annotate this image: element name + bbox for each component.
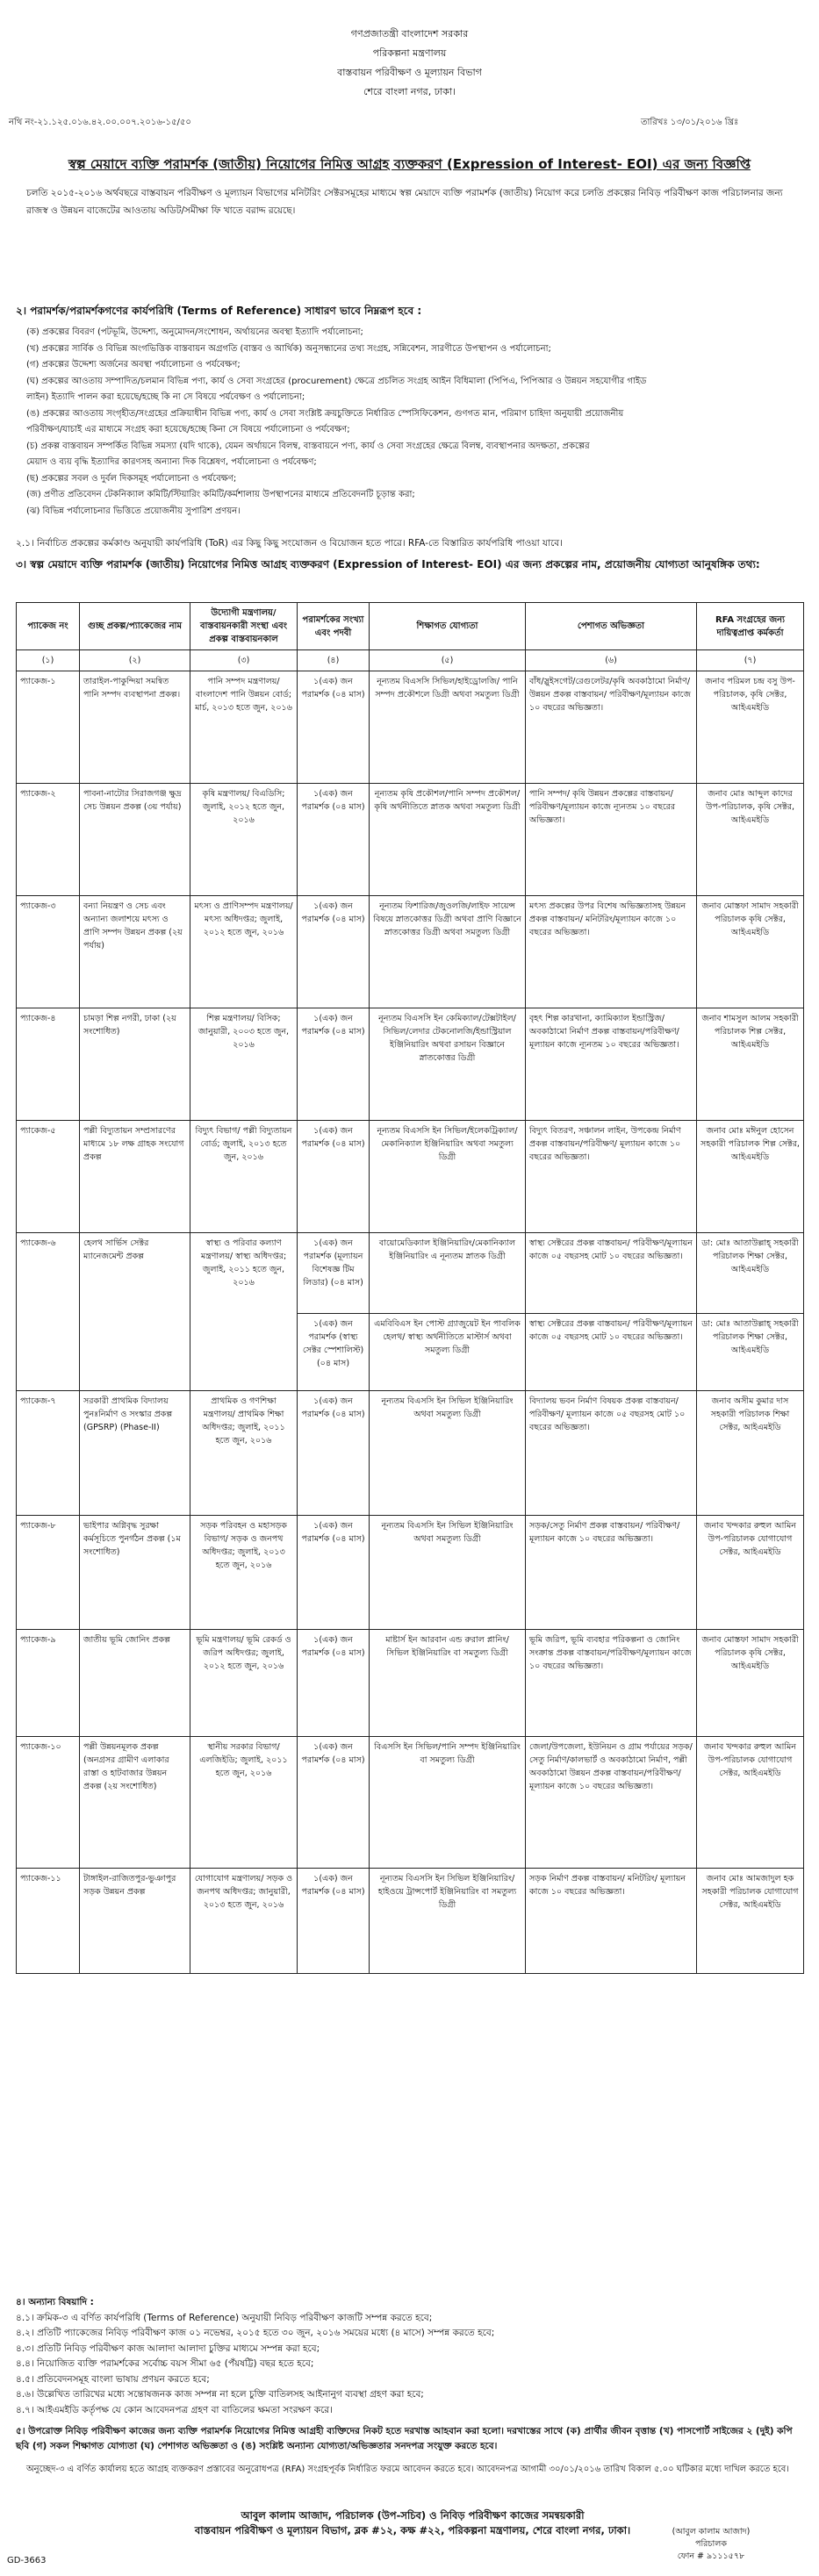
address-line-2: বাস্তবায়ন পরিবীক্ষণ ও মূল্যায়ন বিভাগ, ব্লক #১২, কক্ষ #২২, পরিকল্পনা মন্ত্রণালয়, শেরে বাংলা নগর, ঢাকা। <box>194 2524 631 2537</box>
tor-item: (ছ) প্রকল্পের সবল ও দুর্বল দিকসমূহ পর্যালোচনা ও পর্যবেক্ষণ; <box>26 473 237 484</box>
col-number: (৭) <box>697 650 804 671</box>
table-row: প্যাকেজ-১০ পল্লী উন্নয়নমূলক প্রকল্প (অনগ্রসর গ্রামীণ এলাকার রাস্তা ও হাটবাজার উন্নয়ন প্রকল্প (২য় সংশোধিত) স্থানীয় সরকার বিভাগ/ এলজিইডি; জুলাই, ২০১১ হতে জুন, ২০১৬ ১(এক) জন পরামর্শক (০৪ মাস) বিএসসি ইন সিভিল/পানি সম্পদ ইঞ্জিনিয়ারিং বা সমতুল্য ডিগ্রী জেলা/উপজেলা, ইউনিয়ন ও গ্রাম পর্যায়ের সড়ক/সেতু নির্মাণ/কালভার্ট ও অবকাঠামো নির্মাণ, পল্লী অবকাঠামো উন্নয়ন প্রকল্প বাস্তবায়ন/পরিবীক্ষণ/মূল্যায়ন কাজে ১০ বছরের অভিজ্ঞতা। জনাব খন্দকার রুহুল আমিন উপ-পরিচালক যোগাযোগ সেক্টর, আইএমইডি <box>17 1737 804 1869</box>
col-number: (৬) <box>526 650 697 671</box>
section-3-heading: ৩। স্বল্প মেয়াদে ব্যক্তি পরামর্শক (জাতীয়) নিয়োগের নিমিত্ত আগ্রহ ব্যক্তকরণ (Expression of Interest- EOI) এর জন্য প্রকল্পের নাম, প্রয়োজনীয় যোগ্যতা আনুষঙ্গিক তথ্য: <box>16 558 760 570</box>
table-row: প্যাকেজ-১১ টাঙ্গাইল-রাজিতপুর-ভুঞাপুর সড়ক উন্নয়ন প্রকল্প যোগাযোগ মন্ত্রণালয়/ সড়ক ও জনপথ অধিদপ্তর; জানুয়ারী, ২০১৩ হতে জুন, ২০১৬ ১(এক) জন পরামর্শক (০৪ মাস) নূন্যতম বিএসসি ইন সিভিল ইঞ্জিনিয়ারিং/হাইওয়ে ট্রান্সপোর্ট ইঞ্জিনিয়ারিং বা সমতুল্য ডিগ্রী সড়ক নির্মাণ প্রকল্প বাস্তবায়ন/ মনিটরিং/ মূল্যায়ন কাজে ১০ বছরের অভিজ্ঞতা। জনাব মোঃ আমজাদুল হক সহকারী পরিচালক যোগাযোগ সেক্টর, আইএমইডি <box>17 1869 804 1974</box>
table-row: প্যাকেজ-৭ সরকারী প্রাথমিক বিদ্যালয় পুনঃনির্মাণ ও সংস্কার প্রকল্প (GPSRP) (Phase-II) প্রাথমিক ও গণশিক্ষা মন্ত্রণালয়/ প্রাথমিক শিক্ষা অধিদপ্তর; জুলাই, ২০১১ হতে জুন, ২০১৬ ১(এক) জন পরামর্শক (০৪ মাস) নূন্যতম বিএসসি ইন সিভিল ইঞ্জিনিয়ারিং অথবা সমতুল্য ডিগ্রী বিদ্যালয় ভবন নির্মাণ বিষয়ক প্রকল্প বাস্তবায়ন/ পরিবীক্ষণ/ মূল্যায়ন কাজে ০৫ বছরসহ মোট ১০ বছরের অভিজ্ঞতা। জনাব অসীম কুমার দাস সহকারী পরিচালক শিক্ষা সেক্টর, আইএমইডি <box>17 1391 804 1516</box>
col-number: (৩) <box>190 650 298 671</box>
tor-item: (খ) প্রকল্পের সার্বিক ও বিভিন্ন অংগভিত্তিক বাস্তবায়ন অগ্রগতি (বাস্তব ও আর্থিক) অনুসন্ধানের তথ্য সংগ্রহ, সন্নিবেশন, সারণীতে উপস্থাপন ও পর্যালোচনা; <box>26 343 551 354</box>
submission-paragraph: অনুচ্ছেদ-৩ এ বর্ণিত কার্যালয় হতে আগ্রহ ব্যক্তকরণ প্রস্তাবের অনুরোধপত্র (RFA) সংগ্রহপূর্বক নির্ধারিত ফরমে আবেদন করতে হবে। আবেদনপত্র আগামী ৩০/০১/২০১৬ তারিখ বিকাল ৫.০০ ঘটিকার মধ্যে দাখিল করতে হবে। <box>26 2465 789 2474</box>
signature-block <box>636 2526 786 2563</box>
tor-item: (গ) প্রকল্পের উদ্দেশ্য অর্জনের অবস্থা পর্যালোচনা ও পর্যবেক্ষণ; <box>26 360 241 370</box>
tor-item: লাইন) ইত্যাদি পালন করা হয়েছে/হচ্ছে কি না সে বিষয়ে পর্যবেক্ষণ ও পর্যালোচনা; <box>26 392 305 402</box>
col-number: (৫) <box>370 650 526 671</box>
col-header-experience: পেশাগত অভিজ্ঞতা <box>526 603 697 650</box>
address-line-1: আবুল কালাম আজাদ, পরিচালক (উপ-সচিব) ও নিবিড় পরিবীক্ষণ কাজের সমন্বয়কারী <box>241 2509 585 2522</box>
tor-item: পরিবীক্ষণ/যাচাই এর মাধ্যমে সংগ্রহ করা হয়েছে/হচ্ছে কিনা সে বিষয়ে পর্যালোচনা ও পর্যবেক্ষণ; <box>26 425 350 434</box>
table-row: প্যাকেজ-৫ পল্লী বিদ্যুতায়ন সম্প্রসারণের মাধ্যমে ১৮ লক্ষ গ্রাহক সংযোগ প্রকল্প বিদ্যুৎ বিভাগ/ পল্লী বিদ্যুতায়ন বোর্ড; জুলাই, ২০১৩ হতে জুন, ২০১৬ ১(এক) জন পরামর্শক (০৪ মাস) নূন্যতম বিএসসি ইন সিভিল/ইলেকট্রিক্যাল/মেকানিক্যাল ইঞ্জিনিয়ারিং অথবা সমতুল্য ডিগ্রী বিদ্যুৎ বিতরণ, সঞ্চালন লাইন, উপকেন্দ্র নির্মাণ প্রকল্প বাস্তবায়ন/পরিবীক্ষণ/ মূল্যায়ন কাজে ১০ বছরের অভিজ্ঞতা। জনাব মোঃ মঈনুল হোসেন সহকারী পরিচালক শিল্প সেক্টর, আইএমইডি <box>17 1121 804 1233</box>
col-number: (১) <box>17 650 80 671</box>
condition-item: ৪.৭। আইএমইডি কর্তৃপক্ষ যে কোন আবেদনপত্র গ্রহণ বা বাতিলের ক্ষমতা সংরক্ষণ করে। <box>16 2404 333 2415</box>
condition-item: ৪.৩। প্রতিটি নিবিড় পরিবীক্ষণ কাজ আলাদা আলাদা চুক্তির মাধ্যমে সম্পন্ন করা হবে; <box>16 2343 320 2354</box>
note-2-1: ২.১। নির্বাচিত প্রকল্পের কর্মকাণ্ড অনুযায়ী কার্যপরিধি (ToR) এর কিছু কিছু সংযোজন ও বিয়োজন হতে পারে। RFA-তে বিস্তারিত কার্যপরিধি পাওয়া যাবে। <box>16 538 563 549</box>
package-table <box>16 602 804 1974</box>
terms-of-reference-list <box>26 325 790 520</box>
col-header-project: গুচ্ছ প্রকল্প/প্যাকেজের নাম <box>80 603 190 650</box>
tor-item: (ঙ) প্রকল্পের আওতায় সংগৃহীত/সংগ্রহের প্রক্রিয়াধীন বিভিন্ন পণ্য, কার্য ও সেবা সংশ্লিষ্ট ক্রয়চুক্তিতে নির্ধারিত স্পেসিফিকেশন, গুণগত মান, পরিমাণ চাহিদা অনুযায়ী প্রয়োজনীয় <box>26 408 624 419</box>
header-line-1: গণপ্রজাতন্ত্রী বাংলাদেশ সরকার <box>350 28 469 39</box>
condition-item: ৪.২। প্রতিটি প্যাকেজের নিবিড় পরিবীক্ষণ কাজ ০১ নভেম্বর, ২০১৫ হতে ৩০ জুন, ২০১৬ সময়ের মধ্যে (৪ মাসে) সম্পন্ন করতে হবে; <box>16 2328 495 2338</box>
signatory-name: (আবুল কালাম আজাদ) <box>672 2527 751 2537</box>
tor-item: মেয়াদ ও ব্যয় বৃদ্ধি ইত্যাদির কারণসহ অন্যান্য দিক বিশ্লেষণ, পর্যালোচনা ও পর্যবেক্ষণ; <box>26 457 317 467</box>
table-row: প্যাকেজ-৮ ভাইপার অগ্নিবৃদ্ধ সুরক্ষা কর্মসূচিতে পুনর্গঠন প্রকল্প (১ম সংশোধিত) সড়ক পরিবহন ও মহাসড়ক বিভাগ/ সড়ক ও জনপথ অধিদপ্তর; জুলাই, ২০১৩ হতে জুন, ২০১৬ ১(এক) জন পরামর্শক (০৪ মাস) নূন্যতম বিএসসি ইন সিভিল ইঞ্জিনিয়ারিং অথবা সমতুল্য ডিগ্রী সড়ক/সেতু নির্মাণ প্রকল্প বাস্তবায়ন/ পরিবীক্ষণ/মূল্যায়ন কাজে ১০ বছরের অভিজ্ঞতা। জনাব খন্দকার রুহুল আমিন উপ-পরিচালক যোগাযোগ সেক্টর, আইএমইডি <box>17 1516 804 1630</box>
header-line-2: পরিকল্পনা মন্ত্রণালয় <box>372 47 447 59</box>
table-row: প্যাকেজ-২ পাবনা-নাটোর সিরাজগঞ্জ ক্ষুদ্র সেচ উন্নয়ন প্রকল্প (৩য় পর্যায়) কৃষি মন্ত্রণালয়/ বিএডিসি; জুলাই, ২০১২ হতে জুন, ২০১৬ ১(এক) জন পরামর্শক (০৪ মাস) নূন্যতম কৃষি প্রকৌশল/পানি সম্পদ প্রকৌশল/কৃষি অর্থনীতিতে স্নাতক অথবা সমতুল্য ডিগ্রী পানি সম্পদ/ কৃষি উন্নয়ন প্রকল্পের বাস্তবায়ন/ পরিবীক্ষণ/মূল্যায়ন কাজে ন্যূনতম ১০ বছরের অভিজ্ঞতা। জনাব মোঃ আব্দুল কাদের উপ-পরিচালক, কৃষি সেক্টর, আইএমইডি <box>17 784 804 896</box>
table-row: প্যাকেজ-৪ চামড়া শিল্প নগরী, ঢাকা (২য় সংশোধিত) শিল্প মন্ত্রণালয়/ বিসিক; জানুয়ারী, ২০০৩ হতে জুন, ২০১৬ ১(এক) জন পরামর্শক (০৪ মাস) নূন্যতম বিএসসি ইন কেমিক্যাল/টেক্সটাইল/সিভিল/লেদার টেকনোলজি/ইন্ডাস্ট্রিয়াল ইঞ্জিনিয়ারিং অথবা রসায়ন বিজ্ঞানে স্নাতকোত্তর ডিগ্রী বৃহৎ শিল্প কারখানা, ক্যামিক্যাল ইন্ডাস্ট্রিজ/অবকাঠামো নির্মাণ প্রকল্প বাস্তবায়ন/পরিবীক্ষণ/মূল্যায়ন কাজে ন্যূনতম ১০ বছরের অভিজ্ঞতা। জনাব শামসুল আলম সহকারী পরিচালক শিল্প সেক্টর, আইএমইডি <box>17 1008 804 1121</box>
condition-item: ৪.৬। উল্লেখিত তারিখের মধ্যে সন্তোষজনক কাজ সম্পন্ন না হলে চুক্তি বাতিলসহ আইনানুগ ব্যবস্থা গ্রহণ করা হবে; <box>16 2389 424 2400</box>
table-row: প্যাকেজ-৯ জাতীয় ভূমি জোনিং প্রকল্প ভূমি মন্ত্রণালয়/ ভূমি রেকর্ড ও জরিপ অধিদপ্তর; জুলাই, ২০১২ হতে জুন, ২০১৬ ১(এক) জন পরামর্শক (০৪ মাস) মাষ্টার্স ইন আরবান এন্ড রুরাল প্লানিং/ সিভিল ইঞ্জিনিয়ারিং বা সমতুল্য ডিগ্রী ভূমি জরিপ, ভূমি ব্যবহার পরিকল্পনা ও জোনিং সংক্রান্ত প্রকল্প বাস্তবায়ন/পরিবীক্ষণ/মূল্যায়ন কাজে ১০ বছরের অভিজ্ঞতা। জনাব মোস্তফা সামাদ সহকারী পরিচালক কৃষি সেক্টর, আইএমইডি <box>17 1630 804 1737</box>
tor-item: (চ) প্রকল্প বাস্তবায়ন সম্পর্কিত বিভিন্ন সমস্যা (যদি থাকে), যেমন অর্থায়নে বিলম্ব, বাস্তবায়নে পণ্য, কার্য ও সেবা সংগ্রহের ক্ষেত্রে বিলম্ব, ব্যবস্থাপনার অদক্ষতা, প্রকল্পের <box>26 441 590 451</box>
col-header-rfa-officer: RFA সংগ্রহের জন্য দায়িত্বপ্রাপ্ত কর্মকর্তা <box>697 603 804 650</box>
tor-item: (ঝ) বিভিন্ন পর্যালোচনার ভিত্তিতে প্রয়োজনীয় সুপারিশ প্রণয়ন। <box>26 506 241 516</box>
condition-item: ৪.১। ক্রমিক-৩ এ বর্ণিত কার্যপরিধি (Terms of Reference) অনুযায়ী নিবিড় পরিবীক্ষণ কাজটি সম্পন্ন করতে হবে; <box>16 2312 433 2323</box>
col-number: (২) <box>80 650 190 671</box>
tor-item: (ক) প্রকল্পের বিবরণ (পটভূমি, উদ্দেশ্য, অনুমোদন/সংশোধন, অর্থায়নের অবস্থা ইত্যাদি পর্যালোচনা; <box>26 327 363 337</box>
tor-item: (জ) প্রণীত প্রতিবেদন টেকনিক্যাল কমিটি/স্টিয়ারিং কমিটি/কর্মশালায় উপস্থাপনের মাধ্যমে প্রতিবেদনটি চূড়ান্ত করা; <box>26 490 415 499</box>
memo-number: নথি নং-২১.১২৫.০১৬.৪২.০০.০০৭.২০১৬-১৫/৫০ <box>9 118 191 127</box>
gd-number: GD-3663 <box>7 2556 47 2565</box>
col-header-ministry: উদ্যোগী মন্ত্রণালয়/ বাস্তবায়নকারী সংস্থা এবং প্রকল্প বাস্তবায়নকাল <box>190 603 298 650</box>
col-header-qualification: শিক্ষাগত যোগ্যতা <box>370 603 526 650</box>
condition-item: ৪.৫। প্রতিবেদনসমূহ বাংলা ভাষায় প্রণয়ন করতে হবে; <box>16 2373 210 2385</box>
table-row: প্যাকেজ-৬ হেলথ সার্ভিস সেক্টর ম্যানেজমেন্ট প্রকল্প স্বাস্থ্য ও পরিবার কল্যাণ মন্ত্রণালয়/ স্বাস্থ্য অধিদপ্তর; জুলাই, ২০১১ হতে জুন, ২০১৬ ১(এক) জন পরামর্শক (মূল্যায়ন বিশেষজ্ঞ টিম লিডার) (০৪ মাস) বায়োমেডিক্যাল ইঞ্জিনিয়ারিং/মেকানিক্যাল ইঞ্জিনিয়ারিং এ নূন্যতম স্নাতক ডিগ্রী স্বাস্থ্য সেক্টরের প্রকল্প বাস্তবায়ন/ পরিবীক্ষণ/মূল্যায়ন কাজে ০৫ বছরসহ মোট ১০ বছরের অভিজ্ঞতা। ডা: মোঃ আতাউল্লাহ্ সহকারী পরিচালক শিক্ষা সেক্টর, আইএমইডি <box>17 1233 804 1314</box>
signatory-phone: ফোন # ৯১১১৫৭৮ <box>677 2551 745 2561</box>
signatory-designation: পরিচালক <box>695 2539 727 2549</box>
col-header-package: প্যাকেজ নং <box>17 603 80 650</box>
table-row: প্যাকেজ-৩ বন্যা নিয়ন্ত্রণ ও সেচ এবং অন্যান্য জলাশয়ে মৎস্য ও প্রাণি সম্পদ উন্নয়ন প্রকল্প (২য় পর্যায়) মৎস্য ও প্রাণিসম্পদ মন্ত্রণালয়/ মৎস্য অধিদপ্তর; জুলাই, ২০১২ হতে জুন, ২০১৬ ১(এক) জন পরামর্শক (০৪ মাস) নূন্যতম ফিশারিজ/জুওলজি/লাইফ সায়েন্স বিষয়ে স্নাতকোত্তর ডিগ্রী অথবা প্রাণি বিজ্ঞানে স্নাতকোত্তর ডিগ্রী অথবা সমতুল্য ডিগ্রী মৎস্য প্রকল্পের উপর বিশেষ অভিজ্ঞতাসহ উন্নয়ন প্রকল্প বাস্তবায়ন/ মনিটরিং/মূল্যায়ন কাজে ১০ বছরের অভিজ্ঞতা। জনাব মোস্তফা সামাদ সহকারী পরিচালক কৃষি সেক্টর, আইএমইডি <box>17 896 804 1008</box>
intro-paragraph: চলতি ২০১৫-২০১৬ অর্থবছরে বাস্তবায়ন পরিবীক্ষণ ও মূল্যায়ন বিভাগের মনিটরিং সেক্টরসমূহের মাধ্যমে স্বল্প মেয়াদে ব্যক্তি পরামর্শক (জাতীয়) নিয়োগ করে চলতি প্রকল্পের নিবিড় পরিবীক্ষণ কাজ পরিচালনার জন্য রাজস্ব ও উন্নয়ন বাজেটের আওতায় অডিট/সমীক্ষা ফি খাতে বরাদ্দ রয়েছে। <box>26 188 783 216</box>
col-header-consultants: পরামর্শকের সংখ্যা এবং পদবী <box>298 603 370 650</box>
header-line-4: শেরে বাংলা নগর, ঢাকা। <box>363 86 456 97</box>
tor-item: (ঘ) প্রকল্পের আওতায় সম্পাদিত/চলমান বিভিন্ন পণ্য, কার্য ও সেবা সংগ্রহের (procurement) ক্ষেত্রে প্রচলিত সংগ্রহ আইন বিধিমালা (পিপিএ, পিপিআর ও উন্নয়ন সহযোগীর গাইড <box>26 376 647 386</box>
section-1-heading: ২। পরামর্শক/পরামর্শকগণের কার্যপরিধি (Terms of Reference) সাধারণ ভাবে নিম্নরূপ হবে : <box>16 305 422 317</box>
memo-date: তারিখঃ ১৩/০১/২০১৬ খ্রিঃ <box>641 118 739 127</box>
table-row: প্যাকেজ-১ তারাইল-পাকুন্দিয়া সমন্বিত পানি সম্পদ ব্যবস্থাপনা প্রকল্প। পানি সম্পদ মন্ত্রণালয়/ বাংলাদেশ পানি উন্নয়ন বোর্ড; মার্চ, ২০১৩ হতে জুন, ২০১৬ ১(এক) জন পরামর্শক (০৪ মাস) নূন্যতম বিএসসি সিভিল/হাইড্রোলজি/ পানি সম্পদ প্রকৌশলে ডিগ্রী অথবা সমতুল্য ডিগ্রী বাঁধ/স্লুইসগেট/রেগুলেটর/কৃষি অবকাঠামো নির্মাণ/উন্নয়ন প্রকল্প বাস্তবায়ন/ পরিবীক্ষণ/মূল্যায়ন কাজে ১০ বছরের অভিজ্ঞতা। জনাব পরিমল চন্দ্র বসু উপ-পরিচালক, কৃষি সেক্টর, আইএমইডি <box>17 671 804 784</box>
header-line-3: বাস্তবায়ন পরিবীক্ষণ ও মূল্যায়ন বিভাগ <box>337 67 482 78</box>
condition-item: ৪.৪। নিয়োজিত ব্যক্তি পরামর্শকের সর্বোচ্চ বয়স সীমা ৬৫ (পঁয়ষট্টি) বছর হতে হবে; <box>16 2358 314 2369</box>
section-4-heading: ৪। অন্যান্য বিষয়াদি : <box>16 2297 94 2307</box>
table-row: ১(এক) জন পরামর্শক (স্বাস্থ্য সেক্টর স্পেশালিস্ট) (০৪ মাস) এমবিবিএস ইন পোস্ট গ্র্যাজুয়েট ইন পাবলিক হেলথ/ স্বাস্থ্য অর্থনীতিতে মাস্টার্স অথবা সমতুল্য ডিগ্রী স্বাস্থ্য সেক্টরের প্রকল্প বাস্তবায়ন/ পরিবীক্ষণ/মূল্যায়ন কাজে ০৫ বছরসহ মোট ১০ বছরের অভিজ্ঞতা। ডা: মোঃ আতাউল্লাহ্ সহকারী পরিচালক শিক্ষা সেক্টর, আইএমইডি <box>17 1314 804 1391</box>
other-conditions <box>16 2295 806 2418</box>
government-header <box>0 25 819 102</box>
section-5-text: ৫। উপরোক্ত নিবিড় পরিবীক্ষণ কাজের জন্য ব্যক্তি পরামর্শক নিয়োগের নিমিত্ত আগ্রহী ব্যক্তিদের নিকট হতে দরখাস্ত আহবান করা হলো। দরখাস্তের সাথে (ক) প্রার্থীর জীবন বৃত্তান্ত (খ) পাসপোর্ট সাইজের ২ (দুই) কপি ছবি (গ) সকল শিক্ষাগত যোগ্যতা (ঘ) পেশাগত অভিজ্ঞতা ও (ঙ) সংশ্লিষ্ট অন্যান্য যোগ্যতা/অভিজ্ঞতার সনদপত্র সংযুক্ত করতে হবে। <box>16 2426 793 2451</box>
col-number: (৪) <box>298 650 370 671</box>
notice-title: স্বল্প মেয়াদে ব্যক্তি পরামর্শক (জাতীয়) নিয়োগের নিমিত্ত আগ্রহ ব্যক্তকরণ (Expression of Interest- EOI) এর জন্য বিজ্ঞপ্তি <box>68 156 751 172</box>
